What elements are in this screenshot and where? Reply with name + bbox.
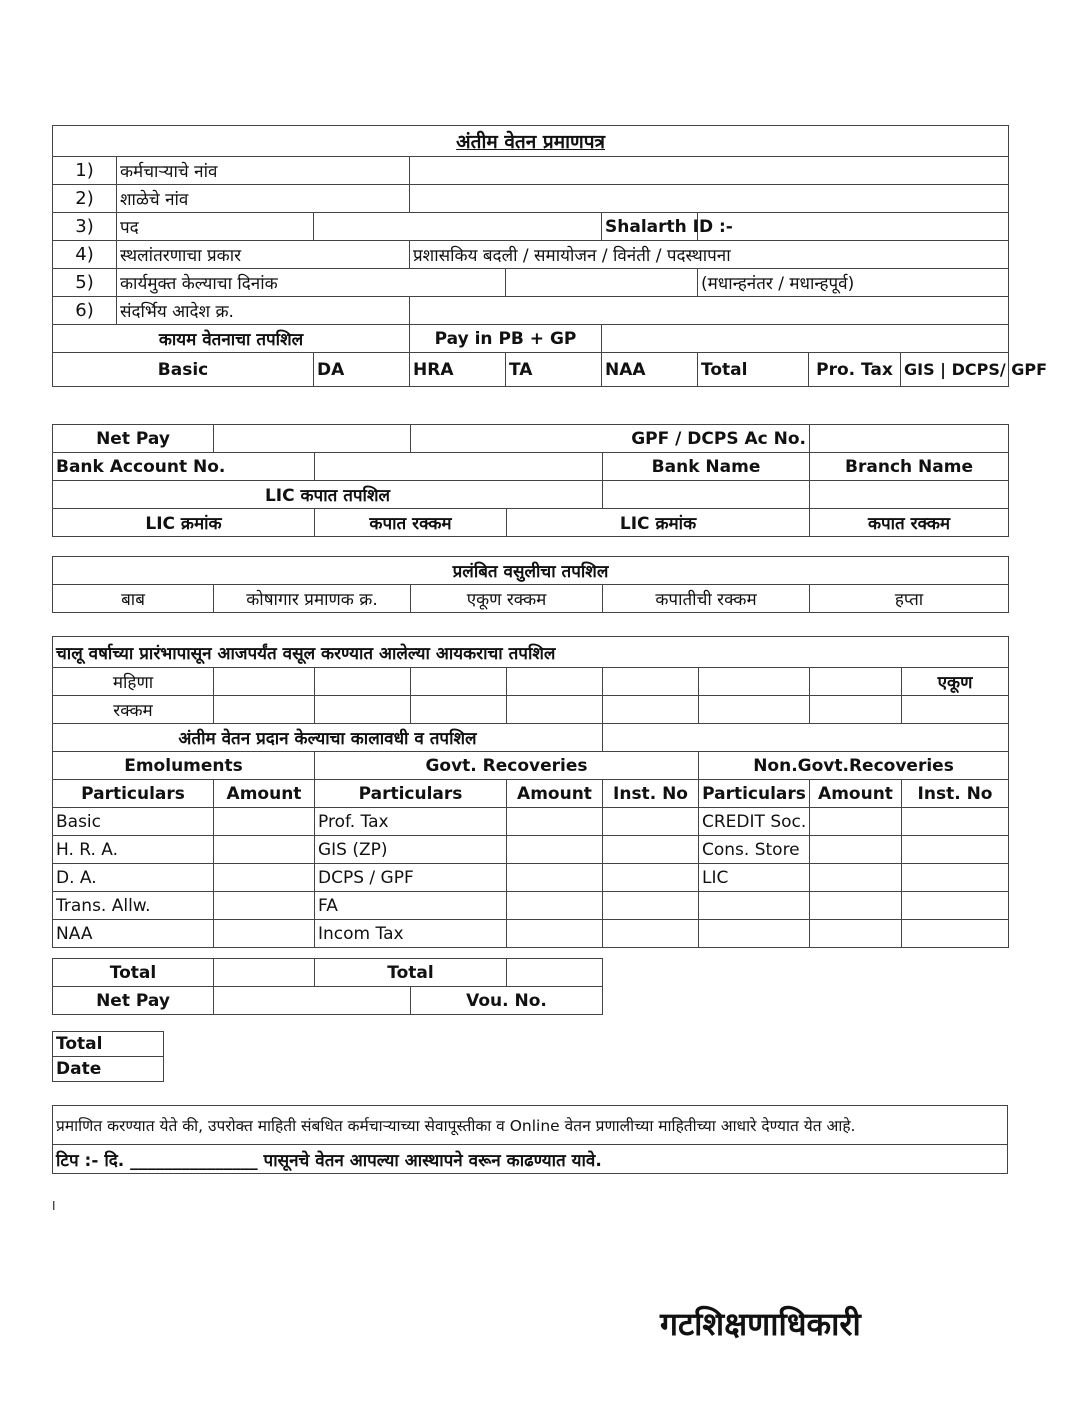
value-cell[interactable] [214, 668, 315, 696]
pay-col-gis-dcps: GIS | DCPS/ GPF [901, 353, 1009, 387]
value-cell[interactable] [699, 696, 810, 724]
value-cell[interactable] [603, 481, 810, 509]
total-label: Total [315, 959, 507, 987]
pending-heading: प्रलंबित वसुलीचा तपशिल [53, 557, 1009, 585]
session-options: (मधान्हनंतर / मधान्हपूर्व) [698, 269, 1009, 297]
value-cell[interactable] [315, 696, 411, 724]
govt-item: Incom Tax [315, 920, 507, 948]
net-pay-label: Net Pay [53, 987, 214, 1015]
value-cell[interactable] [507, 836, 603, 864]
value-cell[interactable] [603, 892, 699, 920]
value-cell[interactable] [507, 808, 603, 836]
value-cell[interactable] [314, 213, 602, 241]
emol-item: NAA [53, 920, 214, 948]
col-amount: Amount [810, 780, 902, 808]
row-number: 3) [53, 213, 117, 241]
value-cell[interactable] [315, 668, 411, 696]
row-label: कर्मचाऱ्याचे नांव [117, 157, 410, 185]
value-cell[interactable] [603, 836, 699, 864]
value-cell[interactable] [902, 920, 1009, 948]
value-cell[interactable] [603, 920, 699, 948]
pay-col-dcps: DCPS/ GPF [951, 360, 1048, 379]
value-cell[interactable] [214, 425, 411, 453]
signature-title: गटशिक्षणाधिकारी [660, 1305, 861, 1343]
value-cell[interactable] [506, 269, 698, 297]
nongovt-item: Cons. Store [699, 836, 810, 864]
value-cell[interactable] [507, 920, 603, 948]
total-date-box [52, 1031, 164, 1082]
value-cell[interactable] [603, 696, 699, 724]
govt-item: DCPS / GPF [315, 864, 507, 892]
emol-item: Trans. Allw. [53, 892, 214, 920]
note-text: टिप :- दि. _______________ पासूनचे वेतन आपल्या आस्थापने वरून काढण्यात यावे. [53, 1145, 1008, 1174]
value-cell[interactable] [810, 696, 902, 724]
value-cell[interactable] [410, 185, 1009, 213]
row-number: 5) [53, 269, 117, 297]
col-particulars: Particulars [699, 780, 810, 808]
amount-label: रक्कम [53, 696, 214, 724]
pending-col: कपातीची रक्कम [603, 585, 810, 613]
value-cell[interactable] [698, 213, 1009, 241]
emol-item: Basic [53, 808, 214, 836]
certification-box [52, 1105, 1008, 1174]
value-cell[interactable] [411, 668, 507, 696]
emoluments-heading: Emoluments [53, 752, 315, 780]
value-cell[interactable] [699, 668, 810, 696]
value-cell[interactable] [902, 892, 1009, 920]
row-number: 2) [53, 185, 117, 213]
col-particulars: Particulars [315, 780, 507, 808]
value-cell[interactable] [810, 668, 902, 696]
emol-item: H. R. A. [53, 836, 214, 864]
pending-col: कोषागार प्रमाणक क्र. [214, 585, 411, 613]
pay-col-ta: TA [506, 353, 602, 387]
row-label: कार्यमुक्त केल्याचा दिनांक [117, 269, 506, 297]
period-heading: अंतीम वेतन प्रदान केल्याचा कालावधी व तपशिल [53, 724, 603, 752]
value-cell[interactable] [810, 920, 902, 948]
deduction-label: कपात रक्कम [315, 509, 507, 537]
nongovt-item: LIC [699, 864, 810, 892]
value-cell[interactable] [410, 297, 1009, 325]
page-title: अंतीम वेतन प्रमाणपत्र [53, 126, 1009, 157]
pay-col-gis: GIS [904, 360, 935, 379]
value-cell[interactable] [507, 959, 603, 987]
value-cell[interactable] [507, 668, 603, 696]
row-label: पद [117, 213, 314, 241]
col-amount: Amount [214, 780, 315, 808]
value-cell[interactable] [507, 864, 603, 892]
date-label: Date [53, 1057, 164, 1082]
bank-name-label: Bank Name [603, 453, 810, 481]
value-cell[interactable] [902, 808, 1009, 836]
value-cell[interactable] [214, 892, 315, 920]
value-cell[interactable] [602, 325, 1009, 353]
small-total-label: Total [53, 1032, 164, 1057]
pay-col-total: Total [698, 353, 809, 387]
tax-table [52, 636, 1009, 948]
tax-total-label: एकूण [902, 668, 1009, 696]
govt-recoveries-heading: Govt. Recoveries [315, 752, 699, 780]
totals-table [52, 958, 603, 1015]
value-cell[interactable] [902, 864, 1009, 892]
lic-heading: LIC कपात तपशिल [53, 481, 603, 509]
value-cell[interactable] [315, 453, 603, 481]
table-row [53, 920, 1009, 948]
pending-col: बाब [53, 585, 214, 613]
value-cell[interactable] [603, 864, 699, 892]
total-label: Total [53, 959, 214, 987]
value-cell[interactable] [507, 696, 603, 724]
value-cell[interactable] [603, 724, 1009, 752]
value-cell[interactable] [810, 864, 902, 892]
pay-col-protax: Pro. Tax [809, 353, 901, 387]
value-cell[interactable] [603, 808, 699, 836]
row-number: 1) [53, 157, 117, 185]
lic-number-label: LIC क्रमांक [53, 509, 315, 537]
pay-col-basic: Basic [53, 353, 314, 387]
govt-item: Prof. Tax [315, 808, 507, 836]
value-cell[interactable] [214, 920, 315, 948]
branch-name-label: Branch Name [810, 453, 1009, 481]
nongovt-item: CREDIT Soc. [699, 808, 810, 836]
value-cell[interactable] [810, 425, 1009, 453]
value-cell[interactable] [410, 157, 1009, 185]
nongovt-recoveries-heading: Non.Govt.Recoveries [699, 752, 1009, 780]
value-cell[interactable] [507, 892, 603, 920]
value-cell[interactable] [214, 808, 315, 836]
value-cell[interactable] [902, 696, 1009, 724]
pending-col: एकूण रक्कम [411, 585, 603, 613]
nongovt-item [699, 920, 810, 948]
lic-number-label: LIC क्रमांक [507, 509, 810, 537]
gpf-label: GPF / DCPS Ac No. [411, 425, 810, 453]
shalarth-id-label: Shalarth ID :- [602, 213, 698, 241]
table-row [53, 864, 1009, 892]
pay-col-da: DA [314, 353, 410, 387]
col-inst: Inst. No [902, 780, 1009, 808]
col-inst: Inst. No [603, 780, 699, 808]
value-cell[interactable] [214, 959, 315, 987]
account-label: Bank Account No. [53, 453, 315, 481]
value-cell[interactable] [810, 481, 1009, 509]
emol-item: D. A. [53, 864, 214, 892]
value-cell[interactable] [411, 696, 507, 724]
table-row [53, 808, 1009, 836]
pay-col-naa: NAA [602, 353, 698, 387]
table-row [53, 836, 1009, 864]
row-label: शाळेचे नांव [117, 185, 410, 213]
table-row [53, 892, 1009, 920]
row-number: 4) [53, 241, 117, 269]
pending-col: हप्ता [810, 585, 1009, 613]
row-label: स्थलांतरणाचा प्रकार [117, 241, 410, 269]
pay-pb-gp-label: Pay in PB + GP [410, 325, 602, 353]
bank-table [52, 424, 1009, 537]
row-number: 6) [53, 297, 117, 325]
nongovt-item [699, 892, 810, 920]
value-cell[interactable] [214, 864, 315, 892]
deduction-label: कपात रक्कम [810, 509, 1009, 537]
govt-item: GIS (ZP) [315, 836, 507, 864]
govt-item: FA [315, 892, 507, 920]
value-cell[interactable] [810, 892, 902, 920]
month-label: महिणा [53, 668, 214, 696]
main-info-table [52, 125, 1048, 387]
voucher-label: Vou. No. [411, 987, 603, 1015]
value-cell[interactable] [902, 836, 1009, 864]
value-cell[interactable] [603, 668, 699, 696]
value-cell[interactable] [214, 696, 315, 724]
col-particulars: Particulars [53, 780, 214, 808]
row-label: संदर्भिय आदेश क्र. [117, 297, 410, 325]
transfer-type-options: प्रशासकिय बदली / समायोजन / विनंती / पदस्थापना [410, 241, 1009, 269]
stray-mark: ׀ [52, 1198, 56, 1212]
certification-text: प्रमाणित करण्यात येते की, उपरोक्त माहिती संबधित कर्मचाऱ्याच्या सेवापूस्तीका व Online वेतन प्रणालीच्या माहितीच्या आधारे देण्यात येत आहे. [53, 1106, 1008, 1145]
pay-heading: कायम वेतनाचा तपशिल [53, 325, 410, 353]
pending-table [52, 556, 1009, 613]
tax-heading: चालू वर्षाच्या प्रारंभापासून आजपर्यंत वसूल करण्यात आलेल्या आयकराचा तपशिल [53, 637, 1009, 668]
pay-col-hra: HRA [410, 353, 506, 387]
net-pay-label: Net Pay [53, 425, 214, 453]
value-cell[interactable] [214, 836, 315, 864]
value-cell[interactable] [214, 987, 411, 1015]
value-cell[interactable] [810, 808, 902, 836]
col-amount: Amount [507, 780, 603, 808]
value-cell[interactable] [810, 836, 902, 864]
